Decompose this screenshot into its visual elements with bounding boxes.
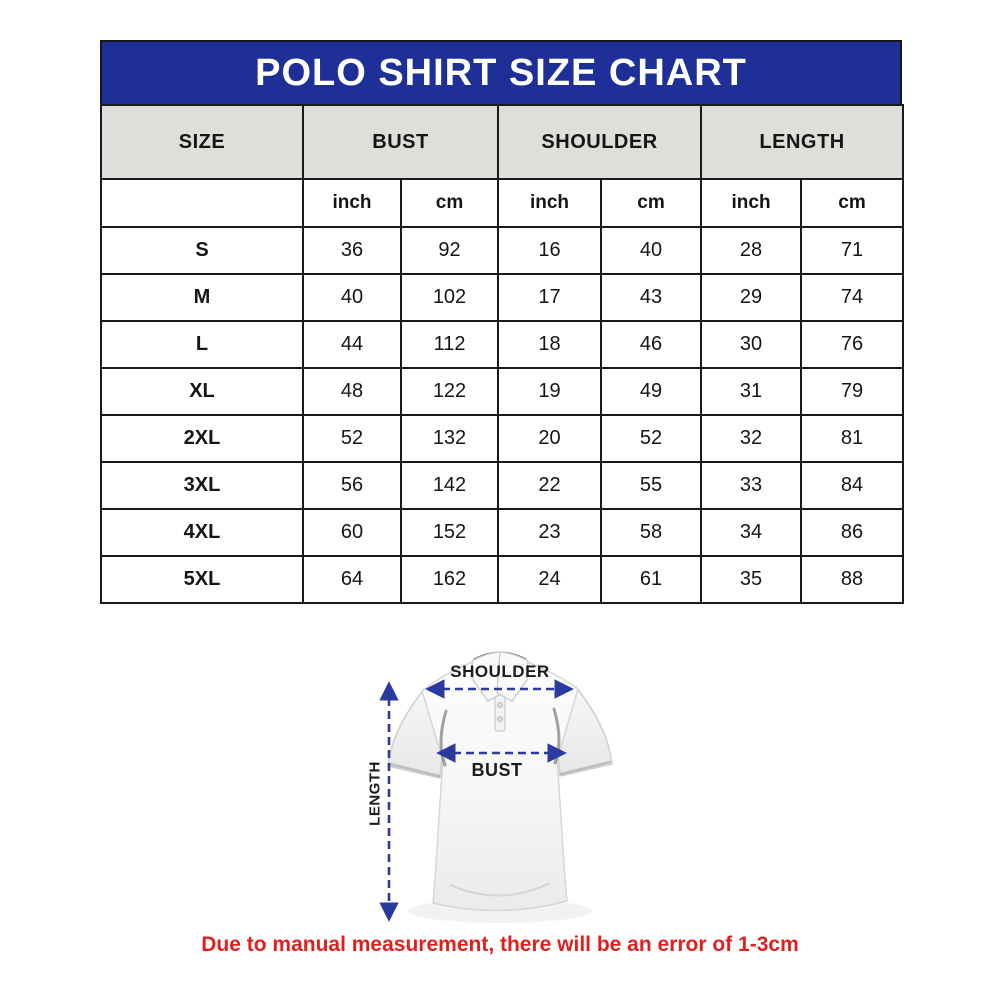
- value-cell: 30: [701, 321, 801, 368]
- table-row: [101, 368, 903, 415]
- value-cell: 81: [801, 415, 903, 462]
- table-row: [101, 462, 903, 509]
- value-cell: 61: [601, 556, 701, 603]
- size-cell: XL: [101, 368, 303, 415]
- value-cell: 40: [303, 274, 401, 321]
- table-row: [101, 556, 903, 603]
- value-cell: 24: [498, 556, 601, 603]
- value-cell: 16: [498, 227, 601, 274]
- size-cell: 3XL: [101, 462, 303, 509]
- size-table-body: [101, 227, 903, 603]
- table-row: [101, 321, 903, 368]
- shirt-placket: [495, 693, 505, 731]
- value-cell: 84: [801, 462, 903, 509]
- value-cell: 33: [701, 462, 801, 509]
- size-cell: S: [101, 227, 303, 274]
- value-cell: 58: [601, 509, 701, 556]
- size-cell: 4XL: [101, 509, 303, 556]
- value-cell: 132: [401, 415, 498, 462]
- value-cell: 36: [303, 227, 401, 274]
- size-cell: M: [101, 274, 303, 321]
- value-cell: 23: [498, 509, 601, 556]
- value-cell: 22: [498, 462, 601, 509]
- value-cell: 48: [303, 368, 401, 415]
- value-cell: 71: [801, 227, 903, 274]
- length-label: LENGTH: [366, 761, 384, 826]
- value-cell: 102: [401, 274, 498, 321]
- value-cell: 29: [701, 274, 801, 321]
- size-cell: 2XL: [101, 415, 303, 462]
- unit-cell: cm: [401, 179, 498, 227]
- value-cell: 56: [303, 462, 401, 509]
- shirt-button: [498, 717, 503, 722]
- value-cell: 86: [801, 509, 903, 556]
- value-cell: 152: [401, 509, 498, 556]
- value-cell: 49: [601, 368, 701, 415]
- value-cell: 34: [701, 509, 801, 556]
- size-chart: [100, 40, 902, 604]
- value-cell: 46: [601, 321, 701, 368]
- bust-label: BUST: [471, 760, 523, 780]
- value-cell: 76: [801, 321, 903, 368]
- shirt-button: [498, 703, 503, 708]
- value-cell: 40: [601, 227, 701, 274]
- value-cell: 74: [801, 274, 903, 321]
- value-cell: 18: [498, 321, 601, 368]
- unit-cell: inch: [498, 179, 601, 227]
- value-cell: 43: [601, 274, 701, 321]
- value-cell: 64: [303, 556, 401, 603]
- value-cell: 20: [498, 415, 601, 462]
- value-cell: 17: [498, 274, 601, 321]
- units-empty-cell: [101, 179, 303, 227]
- value-cell: 92: [401, 227, 498, 274]
- size-cell: L: [101, 321, 303, 368]
- value-cell: 52: [601, 415, 701, 462]
- value-cell: 35: [701, 556, 801, 603]
- chart-title: POLO SHIRT SIZE CHART: [255, 51, 747, 94]
- value-cell: 31: [701, 368, 801, 415]
- value-cell: 28: [701, 227, 801, 274]
- value-cell: 52: [303, 415, 401, 462]
- value-cell: 162: [401, 556, 498, 603]
- value-cell: 88: [801, 556, 903, 603]
- value-cell: 19: [498, 368, 601, 415]
- table-units-row: [101, 179, 903, 227]
- unit-cell: inch: [701, 179, 801, 227]
- table-row: [101, 274, 903, 321]
- size-table: [100, 104, 904, 604]
- value-cell: 32: [701, 415, 801, 462]
- col-header-shoulder: SHOULDER: [498, 105, 701, 179]
- col-header-size: SIZE: [101, 105, 303, 179]
- value-cell: 55: [601, 462, 701, 509]
- measurement-disclaimer: Due to manual measurement, there will be an error of 1-3cm: [201, 933, 799, 956]
- col-header-bust: BUST: [303, 105, 498, 179]
- table-row: [101, 415, 903, 462]
- col-header-length: LENGTH: [701, 105, 903, 179]
- value-cell: 79: [801, 368, 903, 415]
- value-cell: 44: [303, 321, 401, 368]
- size-cell: 5XL: [101, 556, 303, 603]
- polo-shirt-diagram: [350, 635, 670, 935]
- value-cell: 112: [401, 321, 498, 368]
- value-cell: 60: [303, 509, 401, 556]
- table-row: [101, 509, 903, 556]
- value-cell: 122: [401, 368, 498, 415]
- value-cell: 142: [401, 462, 498, 509]
- table-header-row: [101, 105, 903, 179]
- shoulder-label: SHOULDER: [450, 662, 550, 681]
- table-row: [101, 227, 903, 274]
- unit-cell: inch: [303, 179, 401, 227]
- chart-title-bar: [100, 40, 902, 106]
- unit-cell: cm: [601, 179, 701, 227]
- unit-cell: cm: [801, 179, 903, 227]
